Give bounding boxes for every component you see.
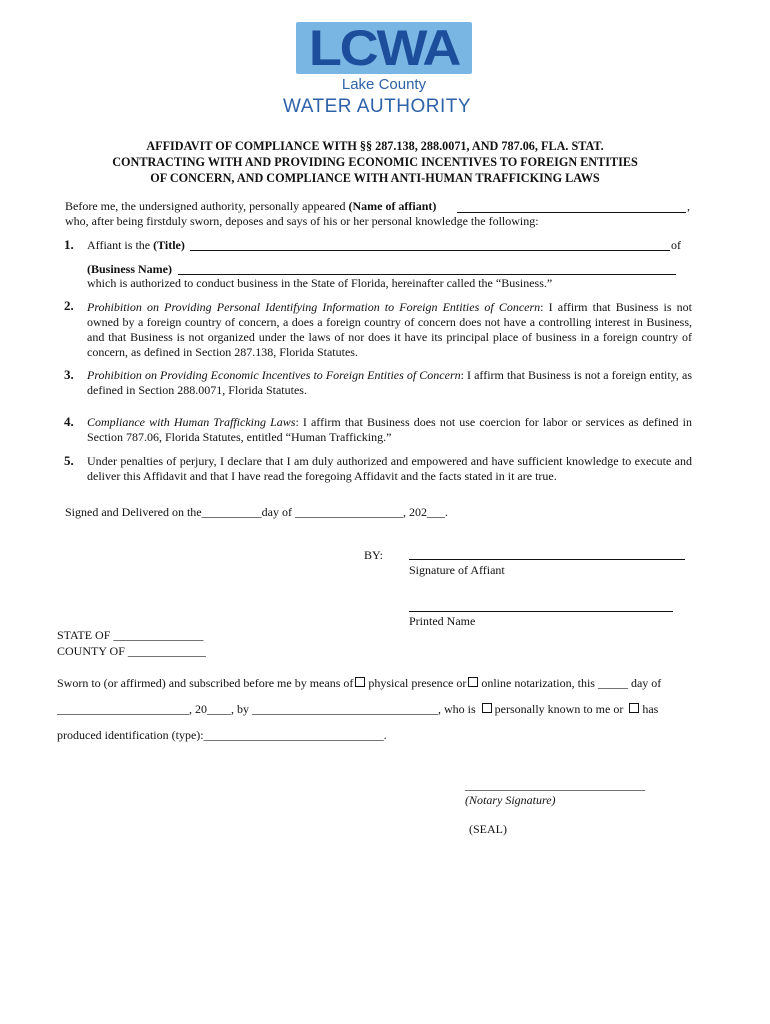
- item-5-number: 5.: [64, 453, 74, 468]
- printed-name-field[interactable]: [409, 611, 673, 612]
- item-4-number: 4.: [64, 414, 74, 429]
- item-2-body: : I affirm that Business is not owned by a foreign country of concern, a does a foreign country of concern does not have a controlling interest in Business, and that Business is not organized under the laws of nor does it have its principal place of business in a foreign country of concern, as defined in Section 287.138, Florida Statutes.: [87, 300, 692, 359]
- item-2-paragraph: [87, 300, 692, 360]
- item-1-line-1: [87, 238, 185, 253]
- title-field[interactable]: [190, 250, 670, 251]
- item-3-number: 3.: [64, 367, 74, 382]
- online-notarization-checkbox[interactable]: [468, 677, 478, 687]
- physical-presence-label: physical presence or: [368, 676, 467, 690]
- notary-signature-label: (Notary Signature): [465, 793, 556, 807]
- item-1-number: 1.: [64, 237, 74, 252]
- signed-prefix: Signed and Delivered on the: [65, 505, 202, 519]
- notary-signature-field[interactable]: ______________________________: [465, 778, 645, 792]
- logo-lake-county: Lake County: [341, 76, 427, 93]
- title-label: (Title): [153, 238, 185, 252]
- intro-line-1: [65, 199, 436, 214]
- personally-known-label: personally known to me or: [494, 702, 624, 716]
- title-line-1: AFFIDAVIT OF COMPLIANCE WITH §§ 287.138, 288.0071, AND 787.06, FLA. STAT.: [146, 139, 604, 153]
- lcwa-logo: [272, 22, 482, 122]
- has-produced-label: has: [642, 702, 659, 716]
- item-2-heading: Prohibition on Providing Personal Identifying Information to Foreign Entities of Concern: [87, 300, 541, 314]
- signed-day-blank[interactable]: __________: [201, 505, 262, 519]
- item-3-heading: Prohibition on Providing Economic Incentives to Foreign Entities of Concern: [87, 368, 461, 382]
- has-produced-id-checkbox[interactable]: [629, 703, 639, 713]
- intro-before: Before me, the undersigned authority, personally appeared: [65, 199, 346, 213]
- logo-water-authority: WATER AUTHORITY: [283, 96, 471, 117]
- notary-date-by-text: ______________________, 20____, by _______________________________, who is: [57, 702, 476, 716]
- item-3-paragraph: [87, 368, 692, 398]
- item-5-paragraph: Under penalties of perjury, I declare that I am duly authorized and empowered and have sufficient knowledge to execute and deliver this Affidavit and that I have read the foregoing Affidavit and the facts stated in it are true.: [87, 454, 692, 483]
- state-of-line: STATE OF _______________: [57, 628, 204, 642]
- item-4-paragraph: [87, 415, 692, 445]
- item-4-heading: Compliance with Human Trafficking Laws: [87, 415, 296, 429]
- physical-presence-checkbox[interactable]: [355, 677, 365, 687]
- notary-line-1: [57, 676, 661, 691]
- business-name-label: (Business Name): [87, 262, 173, 276]
- item-1-line-3: which is authorized to conduct business in the State of Florida, hereinafter called the “Business.”: [87, 276, 553, 290]
- printed-name-label: Printed Name: [409, 614, 476, 628]
- affiant-name-field[interactable]: [457, 212, 686, 213]
- item-4-body: : I affirm that Business does not use coercion for labor or services as defined in Section 787.06, Florida Statutes, entitled “Human Trafficking.”: [87, 415, 692, 444]
- online-notarization-label: online notarization, this _____ day of: [481, 676, 662, 690]
- document-title: [60, 138, 690, 186]
- title-line-2: CONTRACTING WITH AND PROVIDING ECONOMIC INCENTIVES TO FOREIGN ENTITIES: [112, 155, 638, 169]
- affiant-name-label: (Name of affiant): [348, 199, 437, 213]
- title-line-3: OF CONCERN, AND COMPLIANCE WITH ANTI-HUMAN TRAFFICKING LAWS: [150, 171, 600, 185]
- logo-letters: LCWA: [308, 20, 460, 76]
- seal-label: (SEAL): [469, 822, 507, 836]
- intro-line-2: who, after being firstduly sworn, deposes and says of his or her personal knowledge the following:: [65, 214, 539, 228]
- signature-of-affiant-label: Signature of Affiant: [409, 563, 505, 577]
- item-2-number: 2.: [64, 298, 74, 313]
- item-1-of: of: [671, 238, 681, 252]
- personally-known-checkbox[interactable]: [482, 703, 492, 713]
- affiant-signature-field[interactable]: [409, 559, 685, 560]
- business-name-field[interactable]: [178, 274, 676, 275]
- signed-rest: day of __________________, 202___.: [261, 505, 448, 519]
- notary-line-2: [57, 702, 658, 717]
- signed-delivered-line: [65, 505, 448, 520]
- notary-line-3: produced identification (type):______________________________.: [57, 728, 387, 742]
- notary-sworn-text: Sworn to (or affirmed) and subscribed before me by means of: [57, 676, 354, 690]
- item-3-body: : I affirm that Business is not a foreign entity, as defined in Section 288.0071, Florida Statutes.: [87, 368, 693, 397]
- county-of-line: COUNTY OF _____________: [57, 644, 206, 658]
- item-1-text: Affiant is the: [87, 238, 151, 252]
- intro-comma: ,: [687, 199, 690, 213]
- by-label: BY:: [364, 548, 383, 562]
